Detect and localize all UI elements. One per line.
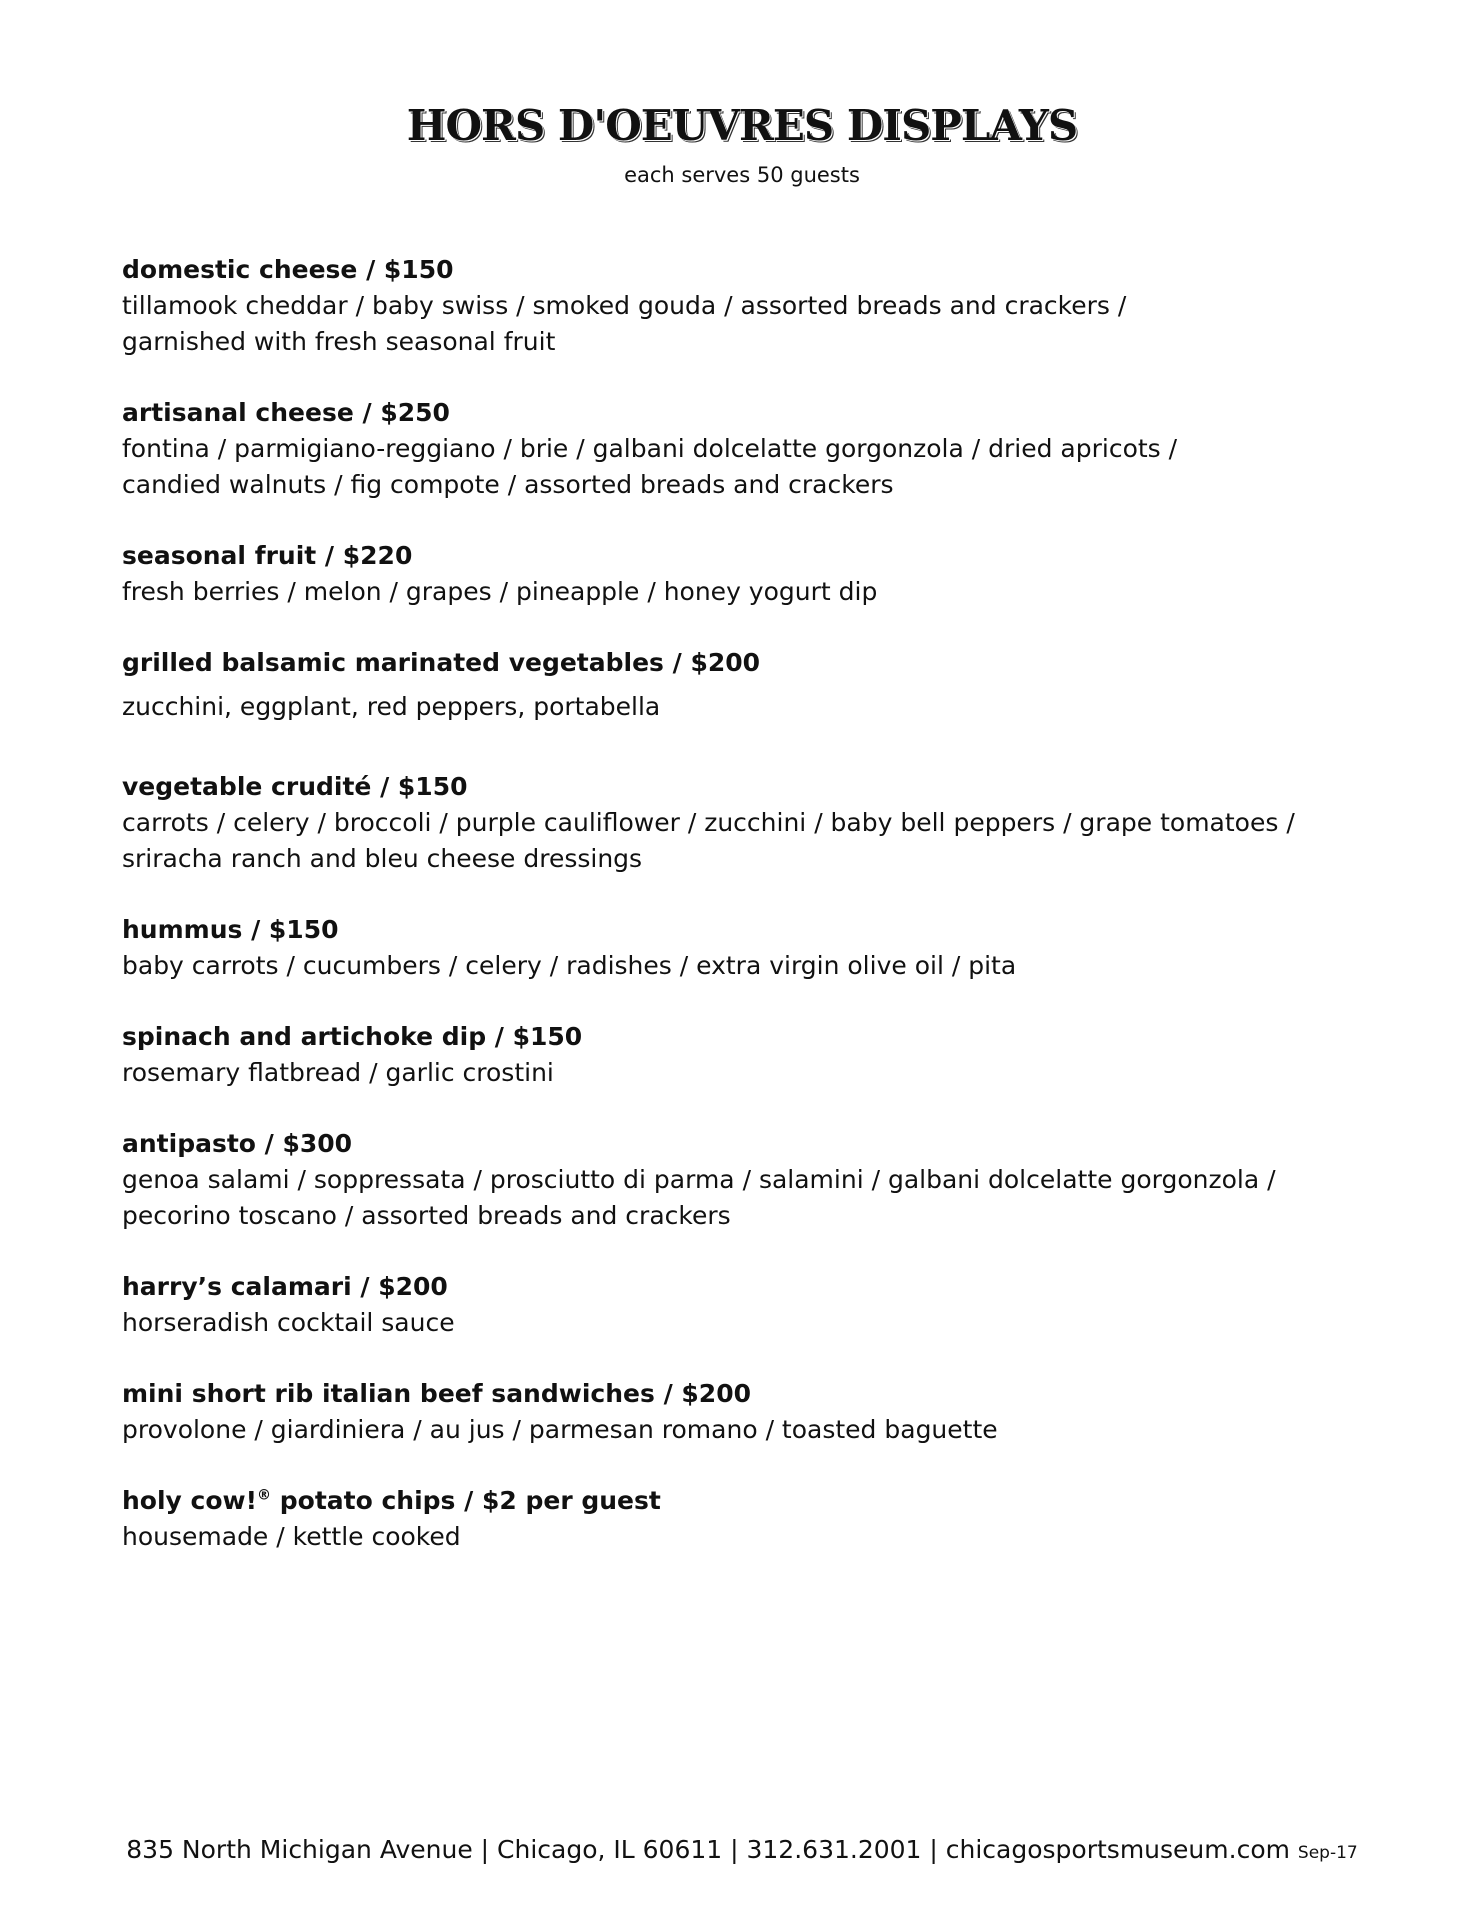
item-title <box>122 1483 1382 1519</box>
page-subtitle: each serves 50 guests <box>624 163 860 187</box>
item-title: artisanal cheese / $250 <box>122 398 450 427</box>
item-title: vegetable crudité / $150 <box>122 772 468 801</box>
item-description: tillamook cheddar / baby swiss / smoked gouda / assorted breads and crackers / <box>122 291 1127 320</box>
menu-item-domestic-cheese <box>122 252 1382 360</box>
item-title-rest: potato chips / $2 per guest <box>271 1486 661 1515</box>
item-description: garnished with fresh seasonal fruit <box>122 327 556 356</box>
item-title: grilled balsamic marinated vegetables / $200 <box>122 648 761 677</box>
item-description: fresh berries / melon / grapes / pineapple / honey yogurt dip <box>122 577 878 606</box>
item-title: seasonal fruit / $220 <box>122 541 413 570</box>
item-description: horseradish cocktail sauce <box>122 1308 455 1337</box>
item-title: domestic cheese / $150 <box>122 255 454 284</box>
item-description: genoa salami / soppressata / prosciutto di parma / salamini / galbani dolcelatte gorgonzola / <box>122 1165 1276 1194</box>
page-header <box>0 100 1484 190</box>
footer-address: 835 North Michigan Avenue | Chicago, IL 60611 | 312.631.2001 | chicagosportsmuseum.com <box>126 1835 1290 1864</box>
item-description: candied walnuts / fig compote / assorted breads and crackers <box>122 470 894 499</box>
item-description: rosemary flatbread / garlic crostini <box>122 1058 554 1087</box>
page-title: HORS D'OEUVRES DISPLAYS <box>406 101 1078 150</box>
item-title-brand: holy cow! <box>122 1486 258 1515</box>
menu-item-italian-beef-sandwiches <box>122 1376 1382 1448</box>
menu-list <box>122 252 1382 1590</box>
item-title: hummus / $150 <box>122 915 339 944</box>
registered-mark: ® <box>257 1487 272 1504</box>
item-description: carrots / celery / broccoli / purple cauliflower / zucchini / baby bell peppers / grape tomatoes / <box>122 808 1295 837</box>
item-description: pecorino toscano / assorted breads and crackers <box>122 1201 731 1230</box>
item-title: mini short rib italian beef sandwiches / $200 <box>122 1379 751 1408</box>
menu-item-vegetable-crudite <box>122 769 1382 877</box>
menu-item-hummus <box>122 912 1382 984</box>
item-title: antipasto / $300 <box>122 1129 353 1158</box>
menu-item-grilled-vegetables <box>122 645 1382 725</box>
menu-item-seasonal-fruit <box>122 538 1382 610</box>
menu-item-potato-chips <box>122 1483 1382 1555</box>
menu-item-calamari <box>122 1269 1382 1341</box>
item-title: spinach and artichoke dip / $150 <box>122 1022 583 1051</box>
item-description: housemade / kettle cooked <box>122 1522 461 1551</box>
item-description: sriracha ranch and bleu cheese dressings <box>122 844 643 873</box>
item-description: zucchini, eggplant, red peppers, portabella <box>122 692 661 721</box>
item-description: baby carrots / cucumbers / celery / radishes / extra virgin olive oil / pita <box>122 951 1017 980</box>
item-description: fontina / parmigiano-reggiano / brie / galbani dolcelatte gorgonzola / dried apricots / <box>122 434 1178 463</box>
menu-item-antipasto <box>122 1126 1382 1234</box>
page-footer <box>0 1832 1484 1871</box>
menu-item-spinach-artichoke-dip <box>122 1019 1382 1091</box>
footer-date: Sep-17 <box>1297 1843 1358 1863</box>
item-description: provolone / giardiniera / au jus / parmesan romano / toasted baguette <box>122 1415 998 1444</box>
menu-item-artisanal-cheese <box>122 395 1382 503</box>
item-title: harry’s calamari / $200 <box>122 1272 448 1301</box>
